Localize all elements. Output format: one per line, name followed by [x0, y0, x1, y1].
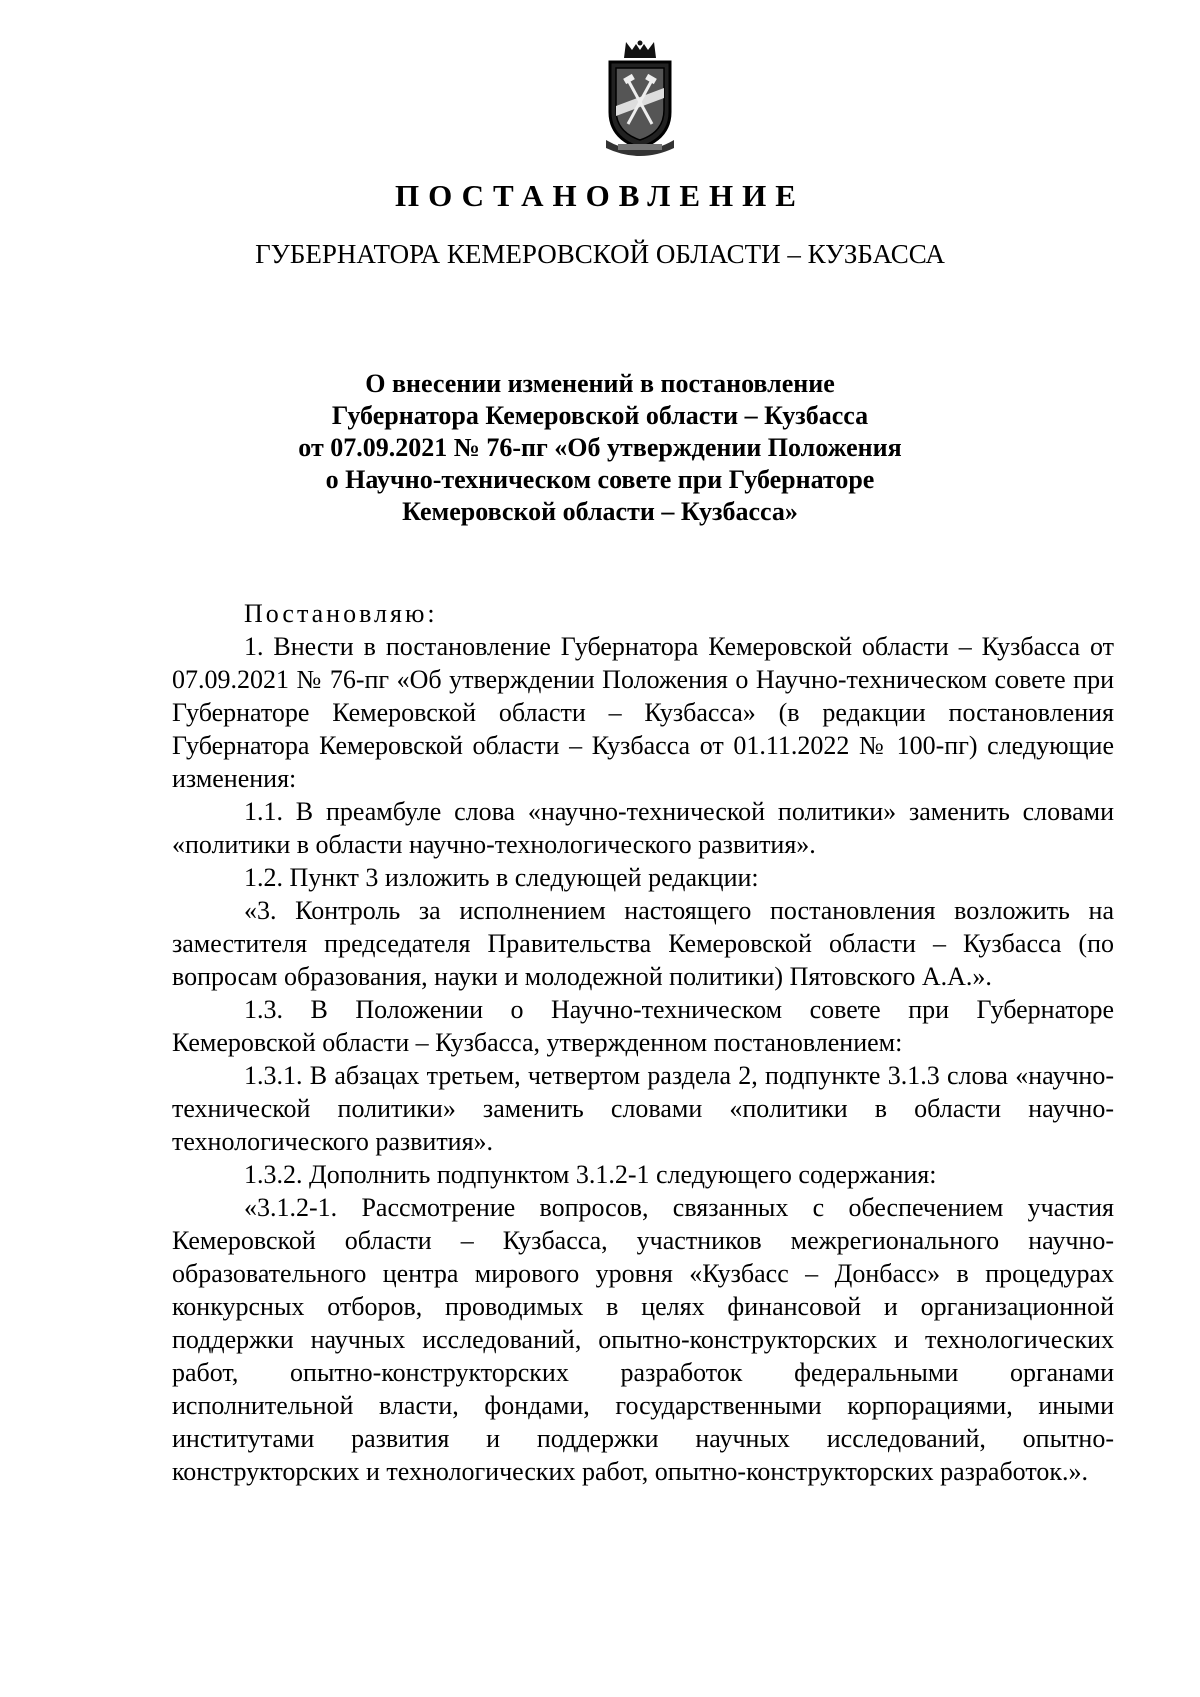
document-type-heading: ПОСТАНОВЛЕНИЕ: [395, 178, 805, 213]
paragraph: 1.2. Пункт 3 изложить в следующей редакции:: [244, 863, 759, 892]
document-body: [172, 597, 1114, 1488]
coat-of-arms-icon: [598, 40, 682, 156]
paragraph: 1.3.2. Дополнить подпунктом 3.1.2-1 следующего содержания:: [244, 1160, 937, 1189]
title-line: Кемеровской области – Кузбасса»: [402, 497, 798, 526]
paragraph: «3. Контроль за исполнением настоящего постановления возложить на заместителя председателя Правительства Кемеровской области – Кузбасса (по вопросам образования, науки и молодежной политики) Пятовского А.А.».: [172, 896, 1114, 991]
title-line: Губернатора Кемеровской области – Кузбасса: [331, 401, 869, 430]
title-line: О внесении изменений в постановление: [365, 369, 835, 398]
paragraph: 1.3. В Положении о Научно-техническом совете при Губернаторе Кемеровской области – Кузбасса, утвержденном постановлением:: [172, 995, 1114, 1057]
title-line: о Научно-техническом совете при Губернаторе: [325, 465, 875, 494]
title-line: от 07.09.2021 № 76-пг «Об утверждении Положения: [298, 433, 902, 462]
paragraph: «3.1.2-1. Рассмотрение вопросов, связанных с обеспечением участия Кемеровской области – Кузбасса, участников межрегионального научно-образовательного центра мирового уровня «Кузбасс – Донбасс» в процедурах конкурсных отборов, проводимых в целях финансовой и организационной поддержки научных исследований, опытно-конструкторских и технологических работ, опытно-конструкторских разработок федеральными органами исполнительной власти, фондами, государственными корпорациями, иными институтами развития и поддержки научных исследований, опытно-конструкторских и технологических работ, опытно-конструкторских разработок.».: [172, 1193, 1114, 1486]
paragraph: 1.1. В преамбуле слова «научно-технической политики» заменить словами «политики в области научно-технологического развития».: [172, 797, 1114, 859]
preamble: Постановляю:: [244, 599, 438, 628]
document-title: [250, 368, 950, 528]
paragraph: 1.3.1. В абзацах третьем, четвертом раздела 2, подпункте 3.1.3 слова «научно-технической политики» заменить словами «политики в области научно-технологического развития».: [172, 1061, 1114, 1156]
issuer-heading: ГУБЕРНАТОРА КЕМЕРОВСКОЙ ОБЛАСТИ – КУЗБАССА: [255, 239, 945, 269]
paragraph: 1. Внести в постановление Губернатора Кемеровской области – Кузбасса от 07.09.2021 № 76-пг «Об утверждении Положения о Научно-техническом совете при Губернаторе Кемеровской области – Кузбасса» (в редакции постановления Губернатора Кемеровской области – Кузбасса от 01.11.2022 № 100-пг) следующие изменения:: [172, 632, 1114, 793]
